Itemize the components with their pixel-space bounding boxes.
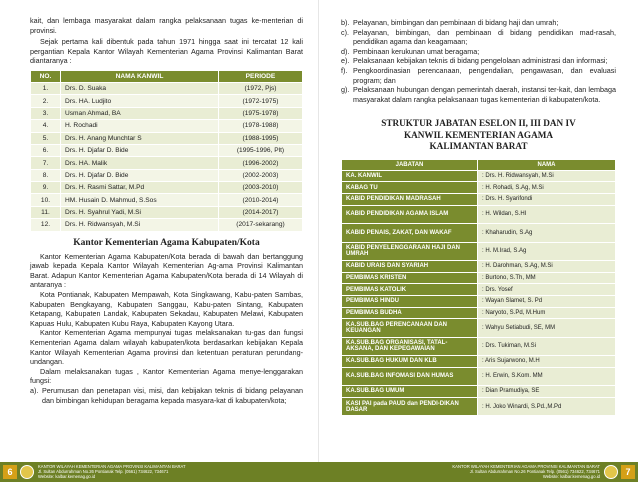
footer-line: Jl. Sultan Abdurrahman No.26 Pontianak Telp. (0561) 734622, 734671 <box>38 468 169 474</box>
cell-position: KA.SUB.BAG INFOMASI DAN HUMAS <box>342 367 478 386</box>
table-row <box>31 194 303 206</box>
cell-position: PEMBIMAS KRISTEN <box>342 272 478 284</box>
cell-position: KABID PENDIDIKAN AGAMA ISLAM <box>342 205 478 224</box>
cell-position: KA.SUB.BAG HUKUM DAN KLB <box>342 356 478 368</box>
column-header-position: JABATAN <box>342 159 478 170</box>
table-row <box>31 169 303 181</box>
cell-position: KA.SUB.BAG UMUM <box>342 386 478 398</box>
list-item <box>30 386 303 405</box>
cell-period: (2002-2003) <box>219 169 303 181</box>
list-item <box>341 56 616 66</box>
page-number-left: 6 <box>3 465 17 479</box>
list-item <box>341 85 616 104</box>
list-item <box>341 18 616 28</box>
table-row <box>342 194 616 206</box>
cell-no: 11. <box>31 206 61 218</box>
cell-no: 10. <box>31 194 61 206</box>
structure-heading-line: KANWIL KEMENTERIAN AGAMA <box>403 129 554 140</box>
list-item-key: c). <box>341 27 349 37</box>
cell-no: 4. <box>31 120 61 132</box>
table-row <box>342 356 616 368</box>
table-row <box>31 95 303 107</box>
cell-name: : H. Wildan, S.HI <box>478 205 616 224</box>
cell-name: : Wayan Slamet, S. Pd <box>478 295 616 307</box>
cell-no: 6. <box>31 144 61 156</box>
cell-no: 8. <box>31 169 61 181</box>
cell-name: HM. Husain D. Mahmud, S.Sos <box>61 194 219 206</box>
cell-position: KABID PENYELENGGARAAN HAJI DAN UMRAH <box>342 242 478 261</box>
cell-name: Drs. HA. Malik <box>61 157 219 169</box>
cell-name: Drs. HA. Ludjito <box>61 95 219 107</box>
list-item <box>341 66 616 85</box>
table-row <box>342 284 616 296</box>
footer-address-right <box>452 465 600 479</box>
kanwil-history-table <box>30 70 303 232</box>
list-item-text: Pelayanan, bimbingan dan pembinaan di bidang haji dan umrah; <box>353 18 559 27</box>
table-header-row <box>342 159 616 170</box>
cell-name: : Khaharudin, S.Ag <box>478 224 616 243</box>
ministry-logo-icon <box>20 465 34 479</box>
list-item-key: d). <box>341 46 350 56</box>
cell-position: KA. KANWIL <box>342 170 478 182</box>
table-row <box>342 307 616 319</box>
footer-line: KANTOR WILAYAH KEMENTERIAN AGAMA PROVINSI KALIMANTAN BARAT <box>38 464 186 469</box>
table-row <box>342 224 616 243</box>
cell-name: Drs. H. Rasmi Sattar, M.Pd <box>61 182 219 194</box>
cell-name: : H. Joko Winardi, S.Pd.,M.Pd <box>478 397 616 416</box>
cell-name: Usman Ahmad, BA <box>61 107 219 119</box>
list-item-text: Perumusan dan penetapan visi, misi, dan kebijakan teknis di bidang pelayanan dan bimbingan kehidupan beragama kepada masyara-kat di kabupaten/kota; <box>42 385 303 405</box>
column-header-name: NAMA KANWIL <box>61 70 219 82</box>
cell-period: (1972, Pjs) <box>219 82 303 94</box>
cell-no: 12. <box>31 219 61 231</box>
cell-name: : H. Darohman, S.Ag, M.Si <box>478 261 616 273</box>
cell-position: KABID PENAIS, ZAKAT, DAN WAKAF <box>342 224 478 243</box>
table-row <box>342 272 616 284</box>
table-row <box>342 319 616 338</box>
cell-name: Drs. D. Suaka <box>61 82 219 94</box>
table-row <box>31 82 303 94</box>
footer-line: Website: kalbar.kemenag.go.id <box>542 473 600 479</box>
table-row <box>31 219 303 231</box>
structure-heading-line: KALIMANTAN BARAT <box>429 141 528 152</box>
table-row <box>342 337 616 356</box>
cell-name: : Wahyu Setiabudi, SE, MM <box>478 319 616 338</box>
table-row <box>342 295 616 307</box>
footer-line: Jl. Sultan Abdurrahman No.26 Pontianak Telp. (0561) 734622, 734671 <box>469 468 600 474</box>
cell-no: 9. <box>31 182 61 194</box>
cell-name: : Drs. H. Ridwansyah, M.Si <box>478 170 616 182</box>
function-list <box>341 18 616 104</box>
paragraph: Kota Pontianak, Kabupaten Mempawah, Kota Singkawang, Kabu-paten Sambas, Kabupaten Bengkayang, Kabupaten Sanggau, Kabu-paten Sintang, Kabupaten Ketapang, Kabupaten Landak, Kabupaten Sekadau, Kabupaten Melawi, Kabupaten Kapuas Hulu, Kabupaten Kubu Raya, Kabupaten Kayong Utara. <box>30 290 303 328</box>
cell-name: Drs. H. Ridwansyah, M.Si <box>61 219 219 231</box>
list-item <box>341 28 616 47</box>
table-row <box>31 132 303 144</box>
table-row <box>342 205 616 224</box>
column-header-no: NO. <box>31 70 61 82</box>
cell-name: H. Rochadi <box>61 120 219 132</box>
table-row <box>31 157 303 169</box>
column-header-name: NAMA <box>478 159 616 170</box>
page-number-right: 7 <box>621 465 635 479</box>
table-row <box>31 144 303 156</box>
cell-no: 7. <box>31 157 61 169</box>
footer-bar <box>0 462 638 482</box>
table-row <box>31 182 303 194</box>
table-header-row <box>31 70 303 82</box>
cell-name: Drs. H. Anang Munchtar S <box>61 132 219 144</box>
cell-period: (2017-sekarang) <box>219 219 303 231</box>
cell-position: KABID PENDIDIKAN MADRASAH <box>342 194 478 206</box>
cell-name: : Burtono, S.Th, MM <box>478 272 616 284</box>
list-item-text: Pengkoordinasian perencanaan, pengendalian, pengawasan, dan evaluasi program; dan <box>353 65 616 85</box>
list-item-text: Pelayanan, bimbingan, dan pembinaan di bidang pendidikan mad-rasah, pendidikan agama dan keagamaan; <box>353 27 616 47</box>
column-header-period: PERIODE <box>219 70 303 82</box>
function-list <box>30 386 303 405</box>
cell-name: : H. M.Irad, S.Ag <box>478 242 616 261</box>
table-row <box>342 397 616 416</box>
table-row <box>342 182 616 194</box>
cell-period: (1972-1975) <box>219 95 303 107</box>
table-row <box>342 386 616 398</box>
paragraph: Dalam melaksanakan tugas , Kantor Kementerian Agama menye-lenggarakan fungsi: <box>30 366 303 386</box>
cell-period: (1995-1996, Plt) <box>219 144 303 156</box>
paragraph: kait, dan lembaga masyarakat dalam rangka pelaksanaan tugas ke-menterian di provinsi. <box>30 16 303 35</box>
cell-no: 3. <box>31 107 61 119</box>
cell-name: : H. Rohadi, S.Ag, M.Si <box>478 182 616 194</box>
list-item-text: Pelaksanaan kebijakan teknis di bidang pengelolaan administrasi dan informasi; <box>353 56 608 66</box>
list-item-key: a). <box>30 385 39 395</box>
cell-name: Drs. H. Djafar D. Bide <box>61 144 219 156</box>
cell-period: (2010-2014) <box>219 194 303 206</box>
right-page <box>319 0 638 462</box>
structure-table <box>341 159 616 416</box>
table-row <box>342 261 616 273</box>
cell-name: : Aris Sujarwono, M.H <box>478 356 616 368</box>
footer-address-left <box>38 465 186 479</box>
paragraph: Kantor Kementerian Agama Kabupaten/Kota berada di bawah dan bertanggung jawab kepada Kepala Kantor Wilayah Kementerian Ag-ama Provinsi Kalimantan Barat. Adapun Kantor Kementerian Agama Kabupaten/Kota berada di 14 Wilayah di antaranya : <box>30 251 303 290</box>
cell-period: (2003-2010) <box>219 182 303 194</box>
section-heading: Kantor Kementerian Agama Kabupaten/Kota <box>73 237 260 248</box>
cell-no: 5. <box>31 132 61 144</box>
structure-heading-line: STRUKTUR JABATAN ESELON II, III DAN IV <box>381 118 576 129</box>
paragraph: Sejak pertama kali dibentuk pada tahun 1971 hingga saat ini tercatat 12 kali pergantian Kepala Kantor Wilayah Kementerian Agama Provinsi Kalimantan Barat diantaranya : <box>30 37 303 66</box>
cell-name: Drs. H. Djafar D. Bide <box>61 169 219 181</box>
list-item-key: b). <box>341 18 350 27</box>
cell-period: (1988-1995) <box>219 132 303 144</box>
cell-position: PEMBIMAS HINDU <box>342 295 478 307</box>
footer-line: KANTOR WILAYAH KEMENTERIAN AGAMA PROVINSI KALIMANTAN BARAT <box>452 464 600 469</box>
cell-no: 1. <box>31 82 61 94</box>
left-page <box>0 0 319 462</box>
cell-period: (1996-2002) <box>219 157 303 169</box>
list-item-text: Pelaksanaan hubungan dengan pemerintah daerah, instansi ter-kait, dan lembaga masyarakat dalam rangka pelaksanaan tugas kementerian di kabupaten/kota. <box>353 85 616 104</box>
table-row <box>31 107 303 119</box>
cell-position: PEMBIMAS KATOLIK <box>342 284 478 296</box>
cell-position: KABAG TU <box>342 182 478 194</box>
cell-name: Drs. H. Syahrul Yadi, M.Si <box>61 206 219 218</box>
cell-position: KA.SUB.BAG ORGANISASI, TATAL-AKSANA, DAN KEPEGAWAIAN <box>342 337 478 356</box>
cell-position: PEMBIMAS BUDHA <box>342 307 478 319</box>
table-row <box>31 120 303 132</box>
cell-position: KA.SUB.BAG PERENCANAAN DAN KEUANGAN <box>342 319 478 338</box>
cell-name: : H. Erwin, S.Kom. MM <box>478 367 616 386</box>
cell-position: KABID URAIS DAN SYARIAH <box>342 261 478 273</box>
cell-name: : Drs. Yosef <box>478 284 616 296</box>
list-item-key: e). <box>341 56 350 66</box>
list-item <box>341 47 616 57</box>
footer-line: Website: kalbar.kemenag.go.id <box>38 473 96 479</box>
cell-position: KASI PAI pada PAUD dan PENDI-DIKAN DASAR <box>342 397 478 416</box>
list-item-text: Pembinaan kerukunan umat beragama; <box>353 46 480 56</box>
list-item-key: f). <box>341 65 348 75</box>
cell-period: (2014-2017) <box>219 206 303 218</box>
table-row <box>342 242 616 261</box>
cell-no: 2. <box>31 95 61 107</box>
cell-name: : Drs. Tukiman, M.Si <box>478 337 616 356</box>
ministry-logo-icon <box>604 465 618 479</box>
cell-name: : Dian Pramudiya, SE <box>478 386 616 398</box>
cell-period: (1978-1988) <box>219 120 303 132</box>
cell-period: (1975-1978) <box>219 107 303 119</box>
table-row <box>342 170 616 182</box>
table-row <box>31 206 303 218</box>
list-item-key: g). <box>341 85 350 95</box>
paragraph: Kantor Kementerian Agama mempunyai tugas melaksanakan tu-gas dan fungsi Kementerian Agama dalam wilayah kabupaten/kota berdasarkan kebijakan Kepala Kantor Wilayah Kementerian Agama provinsi dan ketentuan peraturan perundang-undangan. <box>30 328 303 367</box>
cell-name: : Naryoto, S.Pd, M.Hum <box>478 307 616 319</box>
structure-heading <box>341 118 616 153</box>
table-row <box>342 367 616 386</box>
cell-name: : Drs. H. Syarifondi <box>478 194 616 206</box>
